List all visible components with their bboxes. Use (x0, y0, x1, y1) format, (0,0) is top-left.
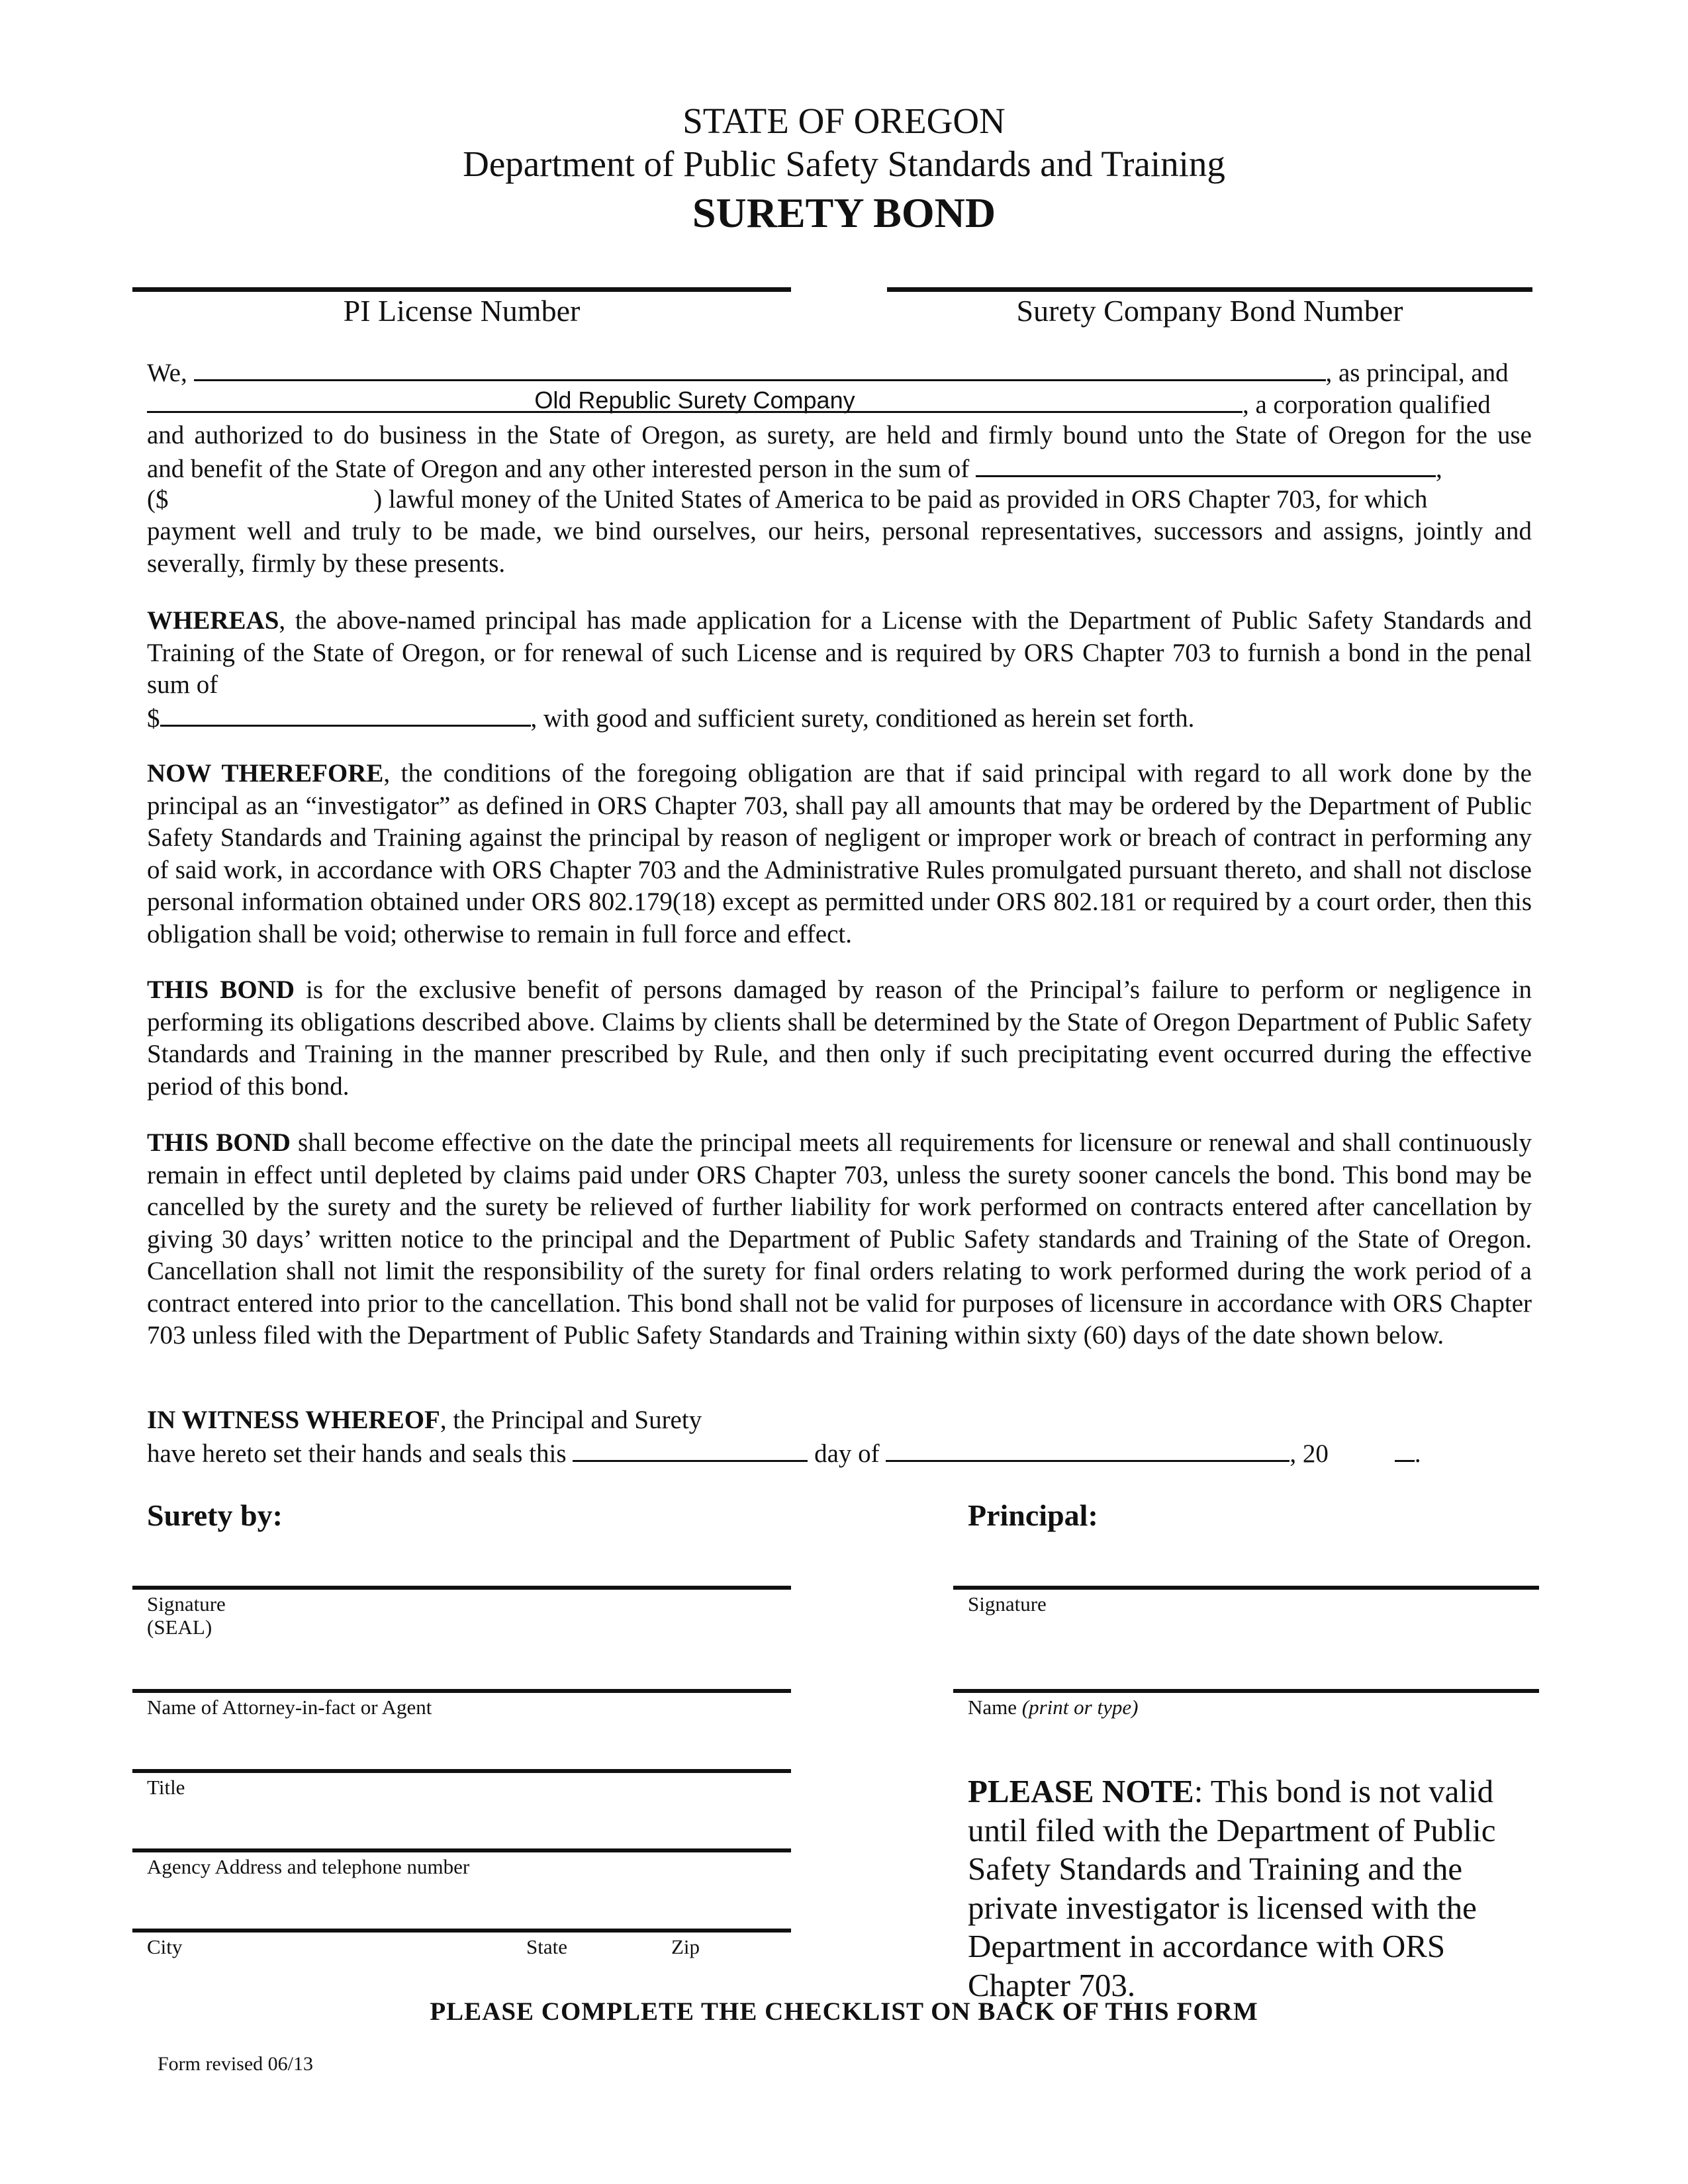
surety-heading: Surety by: (147, 1498, 283, 1532)
penal-sum-line (147, 701, 1194, 735)
principal-signature-label: Signature (968, 1592, 1047, 1615)
zip-label: Zip (671, 1935, 700, 1958)
penal-sum-suffix: , with good and sufficient surety, conditioned as herein set forth. (530, 704, 1195, 733)
dollar-open: ($ (147, 485, 169, 514)
checklist-instruction: PLEASE COMPLETE THE CHECKLIST ON BACK OF THIS FORM (430, 1997, 1258, 2026)
surety-signature-label: Signature (147, 1592, 226, 1615)
witness-line-1 (147, 1404, 702, 1436)
attorney-name-field[interactable] (132, 1689, 791, 1693)
whereas-text: , the above-named principal has made application for a License with the Department of Public Safety Standards and Training of the State of Oregon, or for renewal of such License and is required by ORS Chapter 703 to furnish a bond in the penal sum of (147, 606, 1532, 699)
lawful-money-text: ) lawful money of the United States of America to be paid as provided in ORS Chapter 703, for which (373, 485, 1428, 514)
title-label: Title (147, 1776, 185, 1799)
please-note-text: : This bond is not valid until filed with the Department of Public Safety Standards and Training and the private investigator is licensed with the Department in accordance with ORS Chapter 703. (968, 1773, 1496, 2003)
surety-name-field[interactable] (147, 387, 1243, 413)
intro-line-6: payment well and truly to be made, we bind ourselves, our heirs, personal representatives, successors and assigns, jointly and (147, 517, 1532, 545)
surety-signature-field[interactable] (132, 1586, 791, 1590)
principal-heading: Principal: (968, 1498, 1098, 1532)
as-principal-label: , as principal, and (1325, 359, 1509, 387)
day-field[interactable] (573, 1436, 808, 1462)
year-prefix: , 20 (1289, 1439, 1329, 1468)
now-therefore-text: , the conditions of the foregoing obligation are that if said principal with regard to all work done by the principal as an “investigator” as defined in ORS Chapter 703, shall pay all amounts that may be ordered by the Department of Public Safety Standards and Training against the principal by reason of negligent or improper work or breach of contract in performing any of said work, in accordance with ORS Chapter 703 and the Administrative Rules promulgated pursuant thereto, and shall not disclose personal information obtained under ORS 802.179(18) except as permitted under ORS 802.181 or required by a court order, then this obligation shall be void; otherwise to remain in full force and effect. (147, 759, 1532, 948)
form-title: SURETY BOND (692, 189, 996, 236)
witness-date-text: have hereto set their hands and seals this (147, 1439, 567, 1468)
penal-sum-field[interactable] (160, 701, 531, 727)
we-label: We, (147, 359, 187, 387)
city-state-zip-field[interactable] (132, 1929, 791, 1933)
bond-effective-paragraph (147, 1127, 1532, 1352)
license-number-label: PI License Number (343, 294, 581, 328)
state-heading: STATE OF OREGON (682, 101, 1006, 141)
state-label: State (526, 1935, 567, 1958)
year-field[interactable] (1395, 1436, 1415, 1462)
name-note: (print or type) (1021, 1696, 1139, 1719)
principal-name-field[interactable] (194, 355, 1326, 381)
attorney-label: Name of Attorney-in-fact or Agent (147, 1696, 432, 1719)
sum-comma: , (1435, 455, 1442, 483)
license-number-field[interactable] (132, 287, 791, 292)
please-note-lead: PLEASE NOTE (968, 1773, 1194, 1809)
witness-lead: IN WITNESS WHEREOF (147, 1406, 440, 1434)
whereas-lead: WHEREAS (147, 606, 279, 635)
month-field[interactable] (886, 1436, 1289, 1462)
whereas-paragraph (147, 605, 1532, 702)
bond-number-label: Surety Company Bond Number (1016, 294, 1403, 328)
sum-words-field[interactable] (976, 451, 1436, 477)
please-note (968, 1772, 1524, 2005)
intro-line-3: and authorized to do business in the State of Oregon, as surety, are held and firmly bound unto the State of Oregon for the use (147, 421, 1532, 449)
principal-signature-field[interactable] (953, 1586, 1539, 1590)
sum-words-label: and benefit of the State of Oregon and any other interested person in the sum of (147, 455, 970, 483)
dollar-line (147, 484, 1532, 516)
agency-address-field[interactable] (132, 1848, 791, 1852)
sum-line (147, 451, 1532, 485)
agency-label: Agency Address and telephone number (147, 1855, 470, 1878)
bond-number-field[interactable] (887, 287, 1532, 292)
bond-effective-text: shall become effective on the date the principal meets all requirements for licensure or renewal and shall continuously remain in effect until depleted by claims paid under ORS Chapter 703, unless the surety sooner cancels the bond. This bond may be cancelled by the surety and the surety be relieved of further liability for work performed on contracts entered after cancellation by giving 30 days’ written notice to the principal and the Department of Public Safety standards and Training of the State of Oregon. Cancellation shall not limit the responsibility of the surety for final orders relating to work performed during the work period of a contract entered into prior to the cancellation. This bond shall not be valid for purposes of licensure in accordance with ORS Chapter 703 unless filed with the Department of Public Safety Standards and Training within sixty (60) days of the date shown below. (147, 1128, 1532, 1349)
intro-line-7: severally, firmly by these presents. (147, 549, 506, 578)
witness-end: . (1414, 1439, 1421, 1468)
now-therefore-lead: NOW THEREFORE (147, 759, 384, 788)
surety-seal-label: (SEAL) (147, 1615, 212, 1639)
bond-benefit-paragraph (147, 974, 1532, 1103)
bond-benefit-lead: THIS BOND (147, 976, 295, 1004)
principal-name-label (968, 1696, 1138, 1719)
penal-sum-dollar: $ (147, 704, 160, 733)
witness-rest: , the Principal and Surety (440, 1406, 702, 1434)
now-therefore-paragraph (147, 758, 1532, 950)
department-heading: Department of Public Safety Standards and Training (463, 144, 1225, 184)
bond-effective-lead: THIS BOND (147, 1128, 291, 1157)
city-label: City (147, 1935, 183, 1958)
surety-name-value: Old Republic Surety Company (534, 387, 855, 414)
principal-name-field-line[interactable] (953, 1689, 1539, 1693)
witness-line-2 (147, 1436, 1537, 1470)
form-revision: Form revised 06/13 (158, 2053, 313, 2075)
name-label: Name (968, 1696, 1017, 1719)
surety-line (147, 387, 1532, 421)
day-of-label: day of (814, 1439, 880, 1468)
bond-benefit-text: is for the exclusive benefit of persons damaged by reason of the Principal’s failure to perform or negligence in performing its obligations described above. Claims by clients shall be determined by the State of Oregon Department of Public Safety Standards and Training in the manner prescribed by Rule, and then only if such precipitating event occurred during the effective period of this bond. (147, 976, 1532, 1101)
corporation-label: , a corporation qualified (1243, 390, 1491, 419)
title-field[interactable] (132, 1769, 791, 1773)
